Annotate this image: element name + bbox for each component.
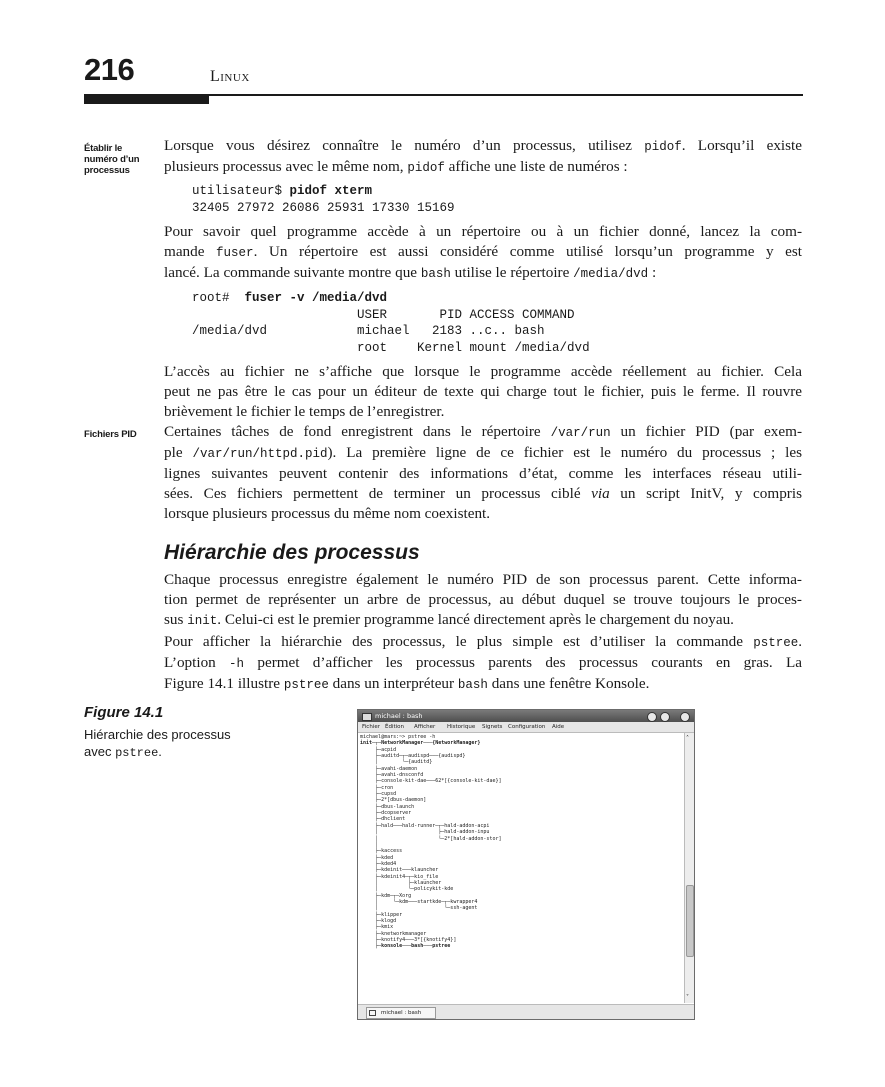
scrollbar[interactable] [684, 733, 694, 1003]
text: ple [164, 444, 193, 461]
menu-signets[interactable]: Signets [482, 724, 503, 730]
text-line: Chaque processus enregistre également le numéro PID de son processus parent. Cette informa- [164, 571, 802, 588]
text-line [164, 674, 802, 695]
menu-bar [358, 722, 694, 733]
terminal-line: ├─klogd [360, 917, 397, 924]
terminal-line: ├─dcopserver [360, 810, 412, 817]
text-line [164, 242, 802, 263]
terminal-line: ├─kaccess [360, 848, 403, 855]
terminal-line: ├─kded [360, 854, 394, 861]
text-line: lignes suivantes peuvent contenir des informations d’état, comme les interfaces réseau utili- [164, 465, 802, 482]
caption-line: Hiérarchie des processus [84, 727, 231, 742]
terminal-line: │ └─kdm───startkde─┬─kwrapper4 [360, 898, 478, 905]
text: un script InitV, y compris [609, 485, 802, 502]
text: Pour afficher la hiérarchie des processus, le plus simple est d’utiliser la commande [164, 633, 754, 650]
terminal-line: │ └─2*[hald-addon-stor] [360, 835, 502, 842]
paragraph-parent-pid [164, 570, 802, 631]
close-icon[interactable] [680, 712, 690, 722]
inline-code: pidof [407, 161, 445, 175]
terminal-line: ├─avahi-dnsconfd [360, 772, 424, 779]
text-line [164, 443, 802, 464]
text: plusieurs processus avec le même nom, [164, 158, 408, 175]
text-line [164, 263, 802, 284]
margin-note-line: processus [84, 165, 130, 176]
text: L’option [164, 654, 230, 671]
text-line [164, 422, 802, 443]
text: Figure 14.1 illustre [164, 675, 284, 692]
text: mande [164, 243, 217, 260]
inline-code: init [187, 614, 218, 628]
terminal-line: │ ├─hald-addon-inpu [360, 829, 490, 836]
code-block-fuser [192, 290, 590, 356]
menu-afficher[interactable]: Afficher [414, 724, 436, 730]
text: ). La première ligne de ce fichier est le numéro du processus ; les [327, 444, 802, 461]
tab-label: michael : bash [381, 1010, 422, 1016]
terminal-line: ├─kdm─┬─Xorg [360, 892, 412, 899]
margin-note-line: Établir le [84, 143, 123, 154]
terminal-line: ├─cupsd [360, 791, 397, 798]
menu-aide[interactable]: Aide [552, 724, 565, 730]
paragraph-file-access [164, 362, 802, 422]
text-line [164, 632, 802, 653]
italic-text: via [591, 485, 610, 502]
text-line [164, 136, 802, 157]
terminal-line: ├─konsole───bash───pstree [360, 943, 451, 950]
text: affiche une liste de numéros : [444, 158, 628, 175]
text: : [648, 264, 657, 281]
window-titlebar [358, 710, 694, 722]
terminal-line: ├─kdeinit4─┬─kio_file [360, 873, 439, 880]
terminal-line: michael@mars:~> pstree -h [360, 734, 436, 740]
terminal-line: init─┬─NetworkManager───{NetworkManager} [360, 740, 481, 747]
scrollbar-thumb[interactable] [686, 885, 694, 957]
terminal-line: │ ├─klauncher [360, 879, 442, 886]
terminal-icon [362, 713, 372, 721]
margin-note-line: numéro d’un [84, 154, 140, 165]
inline-code: -h [229, 657, 245, 671]
inline-code: pstree [283, 678, 329, 692]
terminal-line: │ [360, 841, 379, 848]
paragraph-pid-files [164, 422, 802, 524]
text: sus [164, 611, 188, 628]
code-command: pidof xterm [289, 184, 373, 198]
konsole-window [357, 709, 695, 1020]
terminal-line: │ └─policykit-kde [360, 886, 454, 893]
text-line: Pour savoir quel programme accède à un répertoire ou à un fichier donné, lancez la com- [164, 223, 802, 240]
text-line [164, 610, 802, 631]
page-number: 216 [84, 52, 135, 87]
text-line: brièvement le fichier le temps de l’enregistrer. [164, 403, 445, 420]
terminal-line: ├─dhclient [360, 816, 406, 823]
code-output: 32405 27972 26086 25931 17330 15169 [192, 200, 455, 215]
inline-code: pstree [115, 746, 159, 760]
margin-note-pidof [84, 143, 154, 176]
inline-code: fuser [216, 246, 254, 260]
header-bar [84, 94, 209, 104]
tab-bar [358, 1004, 694, 1020]
text-line: lorsque plusieurs processus du même nom coexistent. [164, 505, 491, 522]
text: utilise le répertoire [450, 264, 574, 281]
code-header: USER PID ACCESS COMMAND [192, 307, 575, 322]
code-prompt: root# [192, 291, 245, 305]
figure-caption [84, 726, 254, 762]
caption-line [84, 743, 254, 762]
margin-note-pid-files: Fichiers PID [84, 429, 137, 440]
paragraph-pstree [164, 632, 802, 695]
text: lancé. La commande suivante montre que [164, 264, 421, 281]
menu-fichier[interactable]: Fichier [362, 724, 380, 730]
terminal-line: ├─kmix [360, 924, 394, 931]
terminal-line: ├─hald───hald-runner─┬─hald-addon-acpi [360, 822, 490, 829]
inline-code: bash [420, 267, 451, 281]
text: . [158, 744, 162, 759]
paragraph-fuser [164, 222, 802, 284]
text: . Un répertoire est aussi considéré comme utilisé lorsqu’un programme y est [253, 243, 803, 260]
terminal-line: ├─knetworkmanager [360, 930, 427, 937]
inline-code: pidof [644, 140, 682, 154]
figure-label: Figure 14.1 [84, 704, 164, 721]
text: . [798, 633, 802, 650]
terminal-tab[interactable] [366, 1007, 436, 1019]
inline-code: pstree [753, 636, 799, 650]
window-title: michael : bash [375, 712, 423, 720]
text-line [164, 653, 802, 674]
maximize-icon[interactable] [660, 712, 670, 722]
terminal-line: ├─console-kit-dae───62*[{console-kit-dae}] [360, 778, 502, 785]
text: dans une fenêtre Konsole. [487, 675, 650, 692]
terminal-line: ├─knotify4───3*[{knotify4}] [360, 937, 457, 943]
section-title: Hiérarchie des processus [164, 541, 420, 564]
code-prompt: utilisateur$ [192, 184, 290, 198]
code-row: /media/dvd michael 2183 ..c.. bash [192, 324, 545, 338]
scroll-down-icon[interactable]: ˅ [686, 994, 689, 1001]
code-row: root Kernel mount /media/dvd [192, 340, 590, 355]
terminal-line: ├─acpid [360, 746, 397, 753]
terminal-icon [369, 1010, 376, 1016]
terminal-line: ├─auditd─┬─audispd───{audispd} [360, 753, 466, 760]
menu-edition[interactable]: Édition [385, 724, 405, 730]
terminal-line: ├─kded4 [360, 860, 397, 867]
minimize-icon[interactable] [647, 712, 657, 722]
menu-configuration[interactable]: Configuration [508, 724, 546, 730]
terminal-line: ├─avahi-daemon [360, 765, 418, 772]
text-line [164, 157, 802, 178]
menu-historique[interactable]: Historique [447, 724, 476, 730]
running-head: Linux [210, 68, 250, 85]
text: . Lorsqu’il existe [681, 137, 802, 154]
terminal-line: ├─klipper [360, 911, 403, 918]
text: permet d’afficher les processus parents des processus courants en gras. La [244, 654, 802, 671]
text: un fichier PID (par exem- [610, 423, 802, 440]
code-command: fuser -v /media/dvd [244, 291, 388, 305]
text: . Celui-ci est le premier programme lancé directement après le chargement du noyau. [217, 611, 734, 628]
terminal-line: ├─cron [360, 784, 394, 791]
terminal-line: │ └─ssh-agent [360, 905, 478, 912]
terminal-line: ├─2*[dbus-daemon] [360, 797, 427, 804]
inline-code: bash [457, 678, 488, 692]
scroll-up-icon[interactable]: ˄ [686, 735, 689, 742]
inline-code: /var/run [550, 426, 611, 440]
text-line: peut ne pas être le cas pour un éditeur de texte qui charge tout le fichier, puis le ferme. Il rouvre [164, 383, 802, 400]
inline-code: /media/dvd [573, 267, 649, 281]
text: Certaines tâches de fond enregistrent dans le répertoire [164, 423, 551, 440]
code-block-pidof [192, 183, 455, 216]
inline-code: /var/run/httpd.pid [192, 447, 328, 461]
paragraph-pidof [164, 136, 802, 178]
text-line: L’accès au fichier ne s’affiche que lorsque le programme accède réellement au fichier. Cela [164, 363, 802, 380]
text: avec [84, 744, 116, 759]
text: Lorsque vous désirez connaître le numéro d’un processus, utilisez [164, 137, 645, 154]
text-line [164, 484, 802, 504]
text: dans un interpréteur [328, 675, 458, 692]
terminal-line: │ └─{auditd} [360, 759, 433, 766]
text-line: tion permet de représenter un arbre de processus, au début duquel se trouve toujours le proces- [164, 591, 802, 608]
terminal-output[interactable] [360, 734, 682, 1002]
text: sées. Ces fichiers permettent de terminer un processus ciblé [164, 485, 592, 502]
terminal-line: ├─kdeinit───klauncher [360, 867, 439, 874]
terminal-line: ├─dbus-launch [360, 803, 415, 810]
